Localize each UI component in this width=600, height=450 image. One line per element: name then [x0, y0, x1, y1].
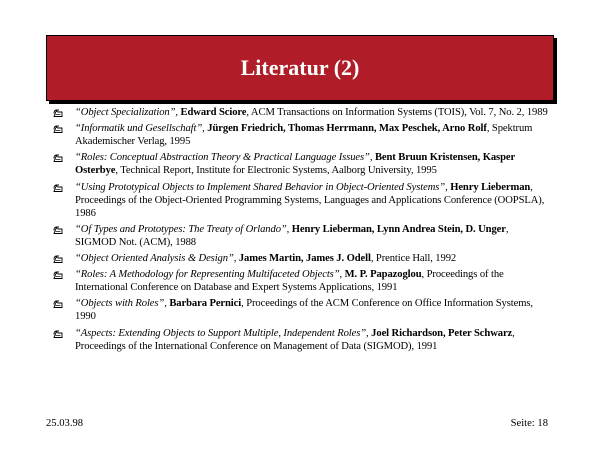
reference-details: , ACM Transactions on Information Systems (TOIS), Vol. 7, No. 2, 1989 — [246, 107, 548, 118]
reference-details: , Proceedings of the International Conference on Management of Data (SIGMOD), 1991 — [75, 327, 515, 352]
footer-date: 25.03.98 — [46, 418, 84, 429]
reference-title: “Aspects: Extending Objects to Support Multiple, Independent Roles”, — [75, 327, 369, 339]
reference-authors: Barbara Pernici — [169, 298, 242, 310]
pointing-hand-bullet-icon — [52, 107, 64, 118]
reference-list — [52, 106, 552, 356]
pointing-hand-bullet-icon — [52, 328, 64, 339]
pointing-hand-bullet-icon — [52, 182, 64, 193]
reference-authors: Henry Lieberman — [450, 181, 531, 193]
reference-authors: James Martin, James J. Odell — [238, 252, 371, 264]
reference-item — [52, 297, 552, 323]
slide-title: Literatur (2) — [240, 55, 360, 80]
footer-page-number: Seite: 18 — [510, 418, 548, 429]
reference-details: , Technical Report, Institute for Electronic Systems, Aalborg University, 1995 — [115, 165, 437, 177]
reference-details: , Proceedings of the International Conference on Database and Expert Systems Applications, 1991 — [75, 269, 504, 294]
reference-title: “Object Oriented Analysis & Design”, — [75, 252, 237, 264]
reference-item — [52, 106, 552, 119]
reference-authors: Bent Bruun Kristensen, Kasper Osterbye — [75, 152, 515, 177]
reference-item — [52, 327, 552, 353]
reference-details: , Proceedings of the Object-Oriented Programming Systems, Languages and Applications Conference (OOPSLA), 1986 — [75, 181, 545, 219]
reference-title: “Roles: Conceptual Abstraction Theory & Practical Language Issues”, — [75, 152, 373, 164]
reference-title: “Objects with Roles”, — [75, 298, 167, 310]
reference-title: “Object Specialization”, — [75, 107, 178, 118]
reference-item — [52, 268, 552, 294]
reference-details: , Prentice Hall, 1992 — [370, 252, 457, 264]
reference-item — [52, 122, 552, 148]
pointing-hand-bullet-icon — [52, 269, 64, 280]
reference-title: “Roles: A Methodology for Representing Multifaceted Objects”, — [75, 269, 343, 281]
reference-item — [52, 151, 552, 177]
pointing-hand-bullet-icon — [52, 152, 64, 163]
reference-item — [52, 252, 552, 265]
reference-title: “Using Prototypical Objects to Implement Shared Behavior in Object-Oriented Systems”, — [75, 181, 448, 193]
reference-details: , Proceedings of the ACM Conference on Office Information Systems, 1990 — [75, 298, 533, 323]
slide-title-box — [46, 35, 554, 101]
reference-authors: Henry Lieberman, Lynn Andrea Stein, D. Unger — [291, 223, 506, 235]
reference-title: “Informatik und Gesellschaft”, — [75, 123, 205, 135]
reference-authors: Joel Richardson, Peter Schwarz — [371, 327, 513, 339]
pointing-hand-bullet-icon — [52, 253, 64, 264]
reference-authors: Edward Sciore — [180, 107, 247, 118]
reference-item — [52, 181, 552, 220]
reference-details: , SIGMOD Not. (ACM), 1988 — [75, 223, 509, 248]
reference-authors: Jürgen Friedrich, Thomas Herrmann, Max Peschek, Arno Rolf — [207, 123, 487, 135]
pointing-hand-bullet-icon — [52, 298, 64, 309]
reference-title: “Of Types and Prototypes: The Treaty of Orlando”, — [75, 223, 290, 235]
reference-authors: M. P. Papazoglou — [344, 269, 422, 281]
reference-details: , Spektrum Akademischer Verlag, 1995 — [75, 123, 533, 148]
pointing-hand-bullet-icon — [52, 123, 64, 134]
reference-item — [52, 223, 552, 249]
pointing-hand-bullet-icon — [52, 224, 64, 235]
